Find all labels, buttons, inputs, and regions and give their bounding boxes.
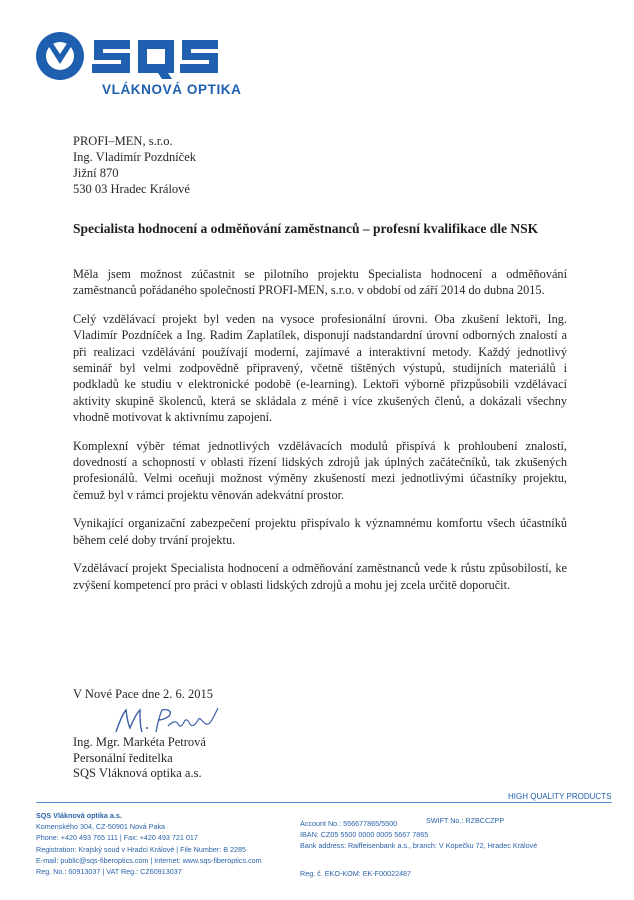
logo-tagline: VLÁKNOVÁ OPTIKA [102,82,242,97]
footer-iban: IBAN: CZ05 5500 0000 0005 5667 7865 [300,830,429,840]
hq-products-label: HIGH QUALITY PRODUCTS [508,792,612,801]
letter-subject: Specialista hodnocení a odměňování zaměstnanců – profesní kvalifikace dle NSK [73,221,539,236]
recipient-line: Ing. Vladimír Pozdníček [73,150,197,164]
signer-title: Personální ředitelka [73,750,173,765]
recipient-line: PROFI–MEN, s.r.o. [73,134,173,148]
company-logo [34,30,242,102]
recipient-address [73,133,196,197]
footer-reg-number: Reg. No.: 60913037 | VAT Reg.: CZ60913037 [36,867,182,877]
footer-phone: Phone: +420 493 765 111 | Fax: +420 493 721 017 [36,833,198,843]
footer-swift: SWIFT No.: RZBCCZPP [426,816,505,825]
body-paragraph: Vzdělávací projekt Specialista hodnocení a odměňování zaměstnanců vede k růstu způsobilostí, ke zvýšení kompetencí pro práci v oblasti lidských zdrojů a mohu jej zcela určitě doporučit. [73,561,567,592]
letter-body [73,266,567,605]
body-paragraph: Vynikající organizační zabezpečení projektu přispívalo k významnému komfortu všech účastníků během celé doby trvání projektu. [73,516,567,547]
body-paragraph: Měla jsem možnost zúčastnit se pilotního projektu Specialista hodnocení a odměňování zaměstnanců pořádaného společností PROFI-MEN, s.r.o. v období od září 2014 do dubna 2015. [73,267,567,298]
signer-company: SQS Vláknová optika a.s. [73,766,202,780]
footer-bank-address: Bank address: Raiffeisenbank a.s., branch: V Kopečku 72, Hradec Králové [300,841,538,851]
footer-address: Komenského 304, CZ-50901 Nová Paka [36,822,166,832]
body-paragraph: Komplexní výběr témat jednotlivých vzdělávacích modulů přispívá k prohloubení znalostí, dovedností a schopností v oblasti řízení lidských zdrojů jak úplných začátečníků, tak zkušených profesionálů. Velmi oceňuji možnost výměny zkušeností mezi jednotlivými účastníky projektu, čemuž byl v rámci projektu věnován adekvátní prostor. [73,438,567,502]
footer-contact: E-mail: public@sqs-fiberoptics.com | Internet: www.sqs-fiberoptics.com [36,855,262,865]
recipient-line: 530 03 Hradec Králové [73,182,190,196]
footer-company-info [36,810,262,877]
footer-account: Account No.: 556677865/5500 [300,819,398,828]
footer-registration: Registration: Krajský soud v Hradci Králové | File Number: B 2285 [36,844,246,854]
signer-name: Ing. Mgr. Markéta Petrová [73,735,206,749]
recipient-line: Jižní 870 [73,166,119,180]
sqs-logo-mark [34,30,234,82]
date-line: V Nové Pace dne 2. 6. 2015 [73,687,214,701]
footer-divider [36,802,612,803]
body-paragraph: Celý vzdělávací projekt byl veden na vysoce profesionální úrovni. Oba zkušení lektoři, Ing. Vladimír Pozdníček a Ing. Radim Zaplatílek, disponují nadstandardní úrovní odborných znalostí a při realizaci vzdělávání používají moderní, zajímavé a interaktivní metody. Každý jednotlivý seminář byl velmi zodpovědně připravený, včetně tištěných výstupů, studijních materiálů i podkladů ke studiu v elektronické podobě (e-learning). Lektoři výborně přizpůsobili vzdělávací aktivity skupině školenců, která se skládala z méně i více zkušených členů, a dokázali všechny vhodně motivovat k aktivnímu zapojení. [73,311,567,425]
handwritten-signature [112,702,224,738]
signer-block [73,735,206,782]
footer-company-name: SQS Vláknová optika a.s. [36,811,122,820]
footer-eko-kom: Reg. č. EKO-KOM: EK-F00022487 [300,869,412,878]
